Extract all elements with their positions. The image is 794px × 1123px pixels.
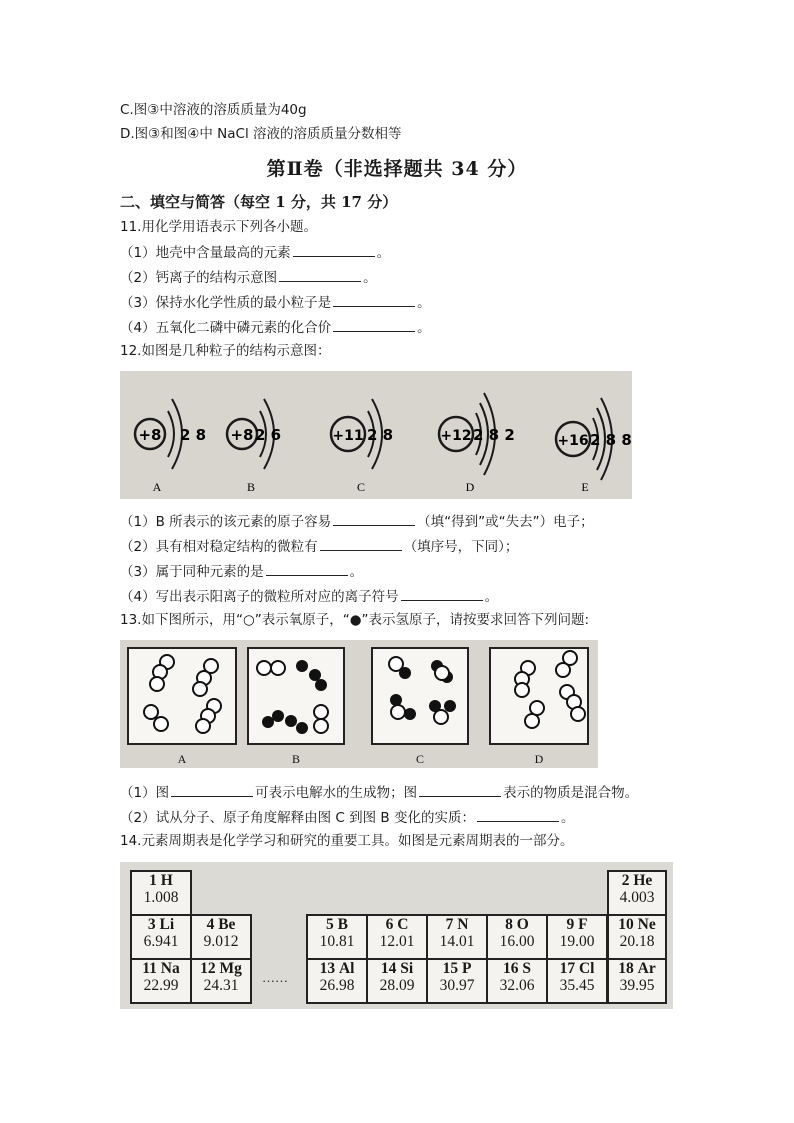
- q13-item2: [120, 808, 574, 827]
- answer-blank[interactable]: [333, 293, 415, 307]
- q12-item: [120, 587, 498, 606]
- element-cell-na: 11 Na 22.99: [130, 958, 192, 1004]
- element-mass: 1.008: [143, 889, 179, 906]
- q12-item: [120, 537, 518, 556]
- q13-item1-mid: 可表示电解水的生成物；图: [255, 785, 418, 801]
- molecule-figure: [120, 640, 598, 768]
- electron-shells: 2 6: [255, 426, 282, 444]
- q12-item: [120, 562, 363, 581]
- electron-shells: 2 8: [367, 426, 394, 444]
- q12-item3-text: （3）属于同种元素的是: [120, 564, 264, 580]
- q11-item3-text: （3）保持水化学性质的最小粒子是: [120, 295, 332, 311]
- element-cell-cl: 17 Cl 35.45: [546, 958, 608, 1004]
- atom-label: B: [246, 480, 256, 494]
- q11-item1-text: （1）地壳中含量最高的元素: [120, 245, 291, 261]
- element-cell-f: 9 F 19.00: [546, 914, 608, 960]
- element-number-symbol: 2 He: [621, 872, 653, 889]
- element-cell-be: 4 Be 9.012: [190, 914, 252, 960]
- box-label-d: D: [534, 752, 544, 766]
- element-cell-ar: 18 Ar 39.95: [607, 958, 667, 1004]
- section-heading: 二、填空与简答（每空 1 分，共 17 分）: [120, 193, 398, 211]
- q12-stem: 12.如图是几种粒子的结构示意图：: [120, 343, 331, 359]
- answer-blank[interactable]: [279, 268, 361, 282]
- q12-item2-text: （2）具有相对稳定结构的微粒有: [120, 539, 318, 555]
- nucleus-charge: +16: [557, 433, 589, 449]
- box-label-a: A: [177, 752, 187, 766]
- atom-label: E: [581, 480, 589, 494]
- element-cell-al: 13 Al 26.98: [306, 958, 368, 1004]
- q11-stem: 11.用化学用语表示下列各小题。: [120, 219, 317, 235]
- electron-shells: 2 8: [180, 426, 207, 444]
- atom-diagram-c: [331, 399, 393, 494]
- electron-shells: 2 8 8: [590, 431, 632, 449]
- nucleus-charge: +11: [332, 428, 364, 444]
- element-cell-mg: 12 Mg 24.31: [190, 958, 252, 1004]
- element-cell-ne: 10 Ne 20.18: [607, 914, 667, 960]
- part-title: 第Ⅱ卷（非选择题共 34 分）: [266, 158, 528, 180]
- atom-label: D: [465, 480, 475, 494]
- element-cell-li: 3 Li 6.941: [130, 914, 192, 960]
- answer-blank[interactable]: [477, 808, 559, 822]
- atom-structure-figure: [120, 371, 632, 499]
- q12-item: [120, 512, 594, 531]
- q11-item1-end: 。: [376, 245, 391, 261]
- oxygen-atoms-c-mid: [435, 666, 449, 680]
- q11-item2-text: （2）钙离子的结构示意图: [120, 270, 278, 286]
- element-mass: 4.003: [619, 889, 655, 906]
- answer-blank[interactable]: [401, 587, 483, 601]
- atom-diagram-b: [227, 399, 281, 494]
- element-cell-he: [607, 870, 667, 916]
- atom-label: A: [152, 480, 162, 494]
- q11-item: [120, 318, 431, 337]
- element-cell-o: 8 O 16.00: [486, 914, 548, 960]
- q12-item2-end: （填序号，下同）；: [403, 539, 519, 555]
- option-c: C.图③中溶液的溶质质量为40g: [120, 102, 307, 118]
- atom-diagram-d: [439, 393, 515, 494]
- nucleus-charge: +8: [138, 426, 162, 444]
- box-label-c: C: [415, 752, 425, 766]
- q13-item2-end: 。: [560, 810, 575, 826]
- atom-diagram-a: [135, 399, 206, 494]
- element-cell-p: 15 P 30.97: [426, 958, 488, 1004]
- element-cell-si: 14 Si 28.09: [366, 958, 428, 1004]
- answer-blank[interactable]: [333, 318, 415, 332]
- answer-blank[interactable]: [171, 783, 253, 797]
- element-cell-c: 6 C 12.01: [366, 914, 428, 960]
- q11-item: [120, 293, 431, 312]
- q13-item1: [120, 783, 638, 802]
- element-cell-n: 7 N 14.01: [426, 914, 488, 960]
- atom-diagrams: [120, 371, 632, 499]
- q12-item1-end: （填“得到”或“失去”）电子；: [417, 514, 594, 530]
- q11-item: [120, 268, 377, 287]
- answer-blank[interactable]: [333, 512, 415, 526]
- q13-item1-text: （1）图: [120, 785, 170, 801]
- q11-item3-end: 。: [417, 295, 431, 311]
- electron-shells: 2 8 2: [473, 426, 515, 444]
- q12-item4-text: （4）写出表示阳离子的微粒所对应的离子符号: [120, 589, 399, 605]
- q12-item1-text: （1）B 所表示的该元素的原子容易: [120, 514, 332, 530]
- q13-item1-end: 表示的物质是混合物。: [503, 785, 639, 801]
- q11-item2-end: 。: [363, 270, 377, 286]
- element-cell-s: 16 S 32.06: [486, 958, 548, 1004]
- q11-item4-text: （4）五氧化二磷中磷元素的化合价: [120, 320, 332, 336]
- answer-blank[interactable]: [266, 562, 348, 576]
- molecule-boxes: [120, 640, 598, 768]
- element-cell-b: 5 B 10.81: [306, 914, 368, 960]
- answer-blank[interactable]: [320, 537, 402, 551]
- answer-blank[interactable]: [293, 243, 375, 257]
- q12-item3-end: 。: [349, 564, 364, 580]
- q13-stem: 13.如下图所示，用“○”表示氧原子，“●”表示氢原子，请按要求回答下列问题:: [120, 612, 590, 628]
- element-cell-h: [130, 870, 192, 916]
- atom-label: C: [356, 480, 366, 494]
- nucleus-charge: +12: [440, 428, 472, 444]
- q11-item4-end: 。: [417, 320, 431, 336]
- element-number-symbol: 1 H: [149, 872, 173, 889]
- answer-blank[interactable]: [419, 783, 501, 797]
- atom-diagram-e: [556, 398, 632, 494]
- box-label-b: B: [291, 752, 301, 766]
- table-ellipsis: ……: [262, 970, 288, 985]
- periodic-table-figure: [120, 862, 673, 1009]
- option-d: D.图③和图④中 NaCl 溶液的溶质质量分数相等: [120, 126, 402, 142]
- q13-item2-text: （2）试从分子、原子角度解释由图 C 到图 B 变化的实质：: [120, 810, 475, 826]
- q14-stem: 14.元素周期表是化学学习和研究的重要工具。如图是元素周期表的一部分。: [120, 833, 574, 849]
- q11-item: [120, 243, 390, 262]
- q12-item4-end: 。: [484, 589, 499, 605]
- nucleus-charge: +8: [230, 426, 254, 444]
